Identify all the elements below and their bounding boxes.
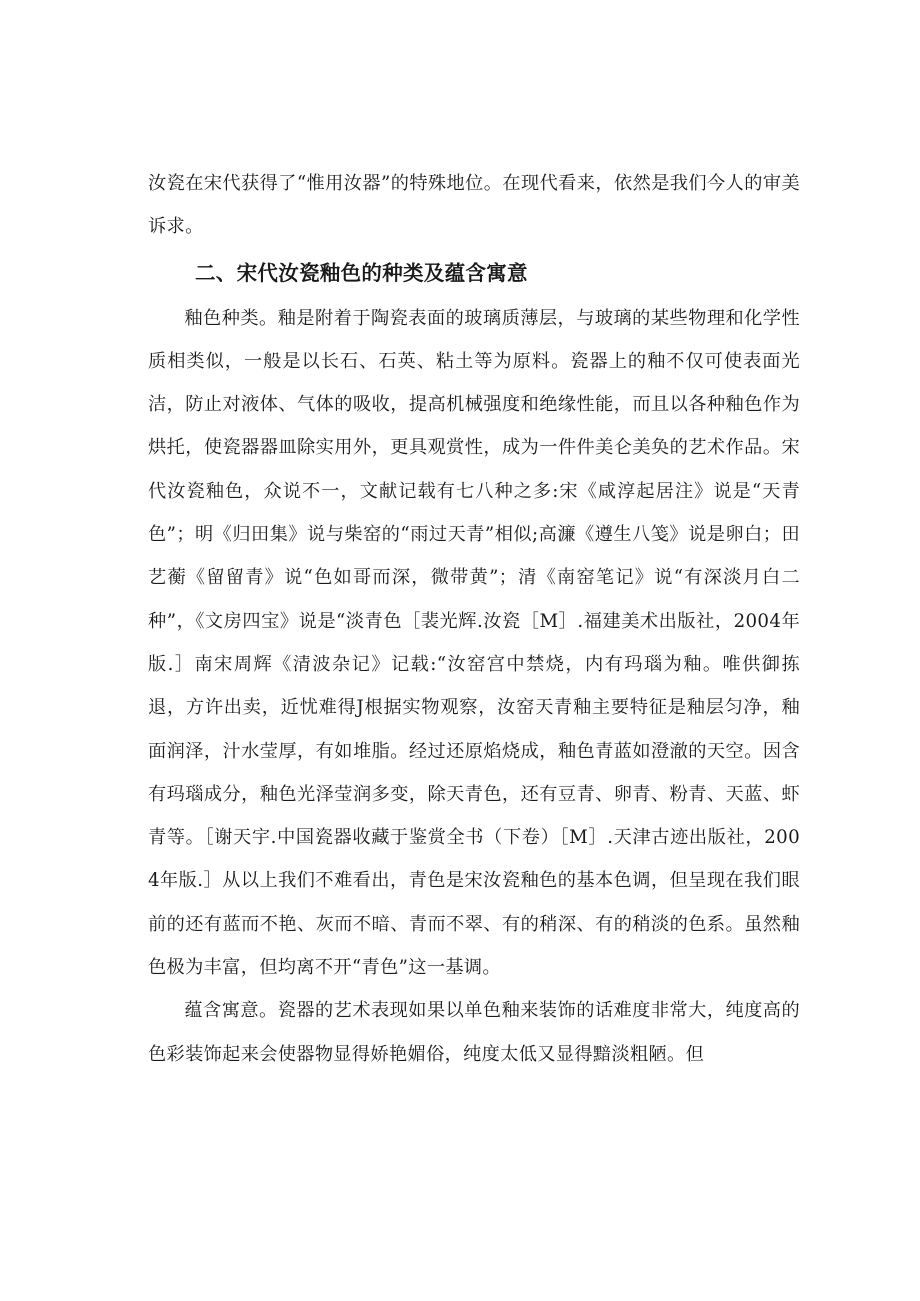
section-heading: 二、宋代汝瓷釉色的种类及蕴含寓意: [195, 260, 528, 285]
document-body: [148, 162, 800, 1076]
paragraph-glaze-types: 釉色种类。釉是附着于陶瓷表面的玻璃质薄层，与玻璃的某些物理和化学性质相类似，一般是以长石、石英、粘土等为原料。瓷器上的釉不仅可使表面光洁，防止对液体、气体的吸收，提高机械强度和绝缘性能，而且以各种釉色作为烘托，使瓷器器皿除实用外，更具观赏性，成为一件件美仑美奂的艺术作品。宋代汝瓷釉色，众说不一，文献记载有七八种之多:宋《咸淳起居注》说是“天青色”；明《归田集》说与柴窑的“雨过天青”相似;高濂《遵生八笺》说是卵白；田艺蘅《留留青》说“色如哥而深，微带黄”；清《南窑笔记》说“有深淡月白二种”，《文房四宝》说是“淡青色［裴光辉.汝瓷［M］.福建美术出版社，2004年版.］南宋周辉《清波杂记》记载:“汝窑宫中禁烧，内有玛瑙为釉。唯供御拣退，方许出卖，近忧难得J根据实物观察，汝窑天青釉主要特征是釉层匀净，釉面润泽，汁水莹厚，有如堆脂。经过还原焰烧成，釉色青蓝如澄澈的天空。因含有玛瑙成分，釉色光泽莹润多变，除天青色，还有豆青、卵青、粉青、天蓝、虾青等。［谢天宇.中国瓷器收藏于鉴赏全书（下卷）［M］.天津古迹出版社，2004年版.］从以上我们不难看出，青色是宋汝瓷釉色的基本色调，但呈现在我们眼前的还有蓝而不艳、灰而不暗、青而不翠、有的稍深、有的稍淡的色系。虽然釉色极为丰富，但均离不开“青色”这一基调。: [148, 307, 800, 979]
paragraph-continued: 汝瓷在宋代获得了“惟用汝器”的特殊地位。在现代看来，依然是我们今人的审美诉求。: [148, 173, 800, 238]
paragraph-meaning: 蕴含寓意。瓷器的艺术表现如果以单色釉来装饰的话难度非常大，纯度高的色彩装饰起来会使器物显得娇艳媚俗，纯度太低又显得黯淡粗陋。但: [148, 1000, 800, 1065]
